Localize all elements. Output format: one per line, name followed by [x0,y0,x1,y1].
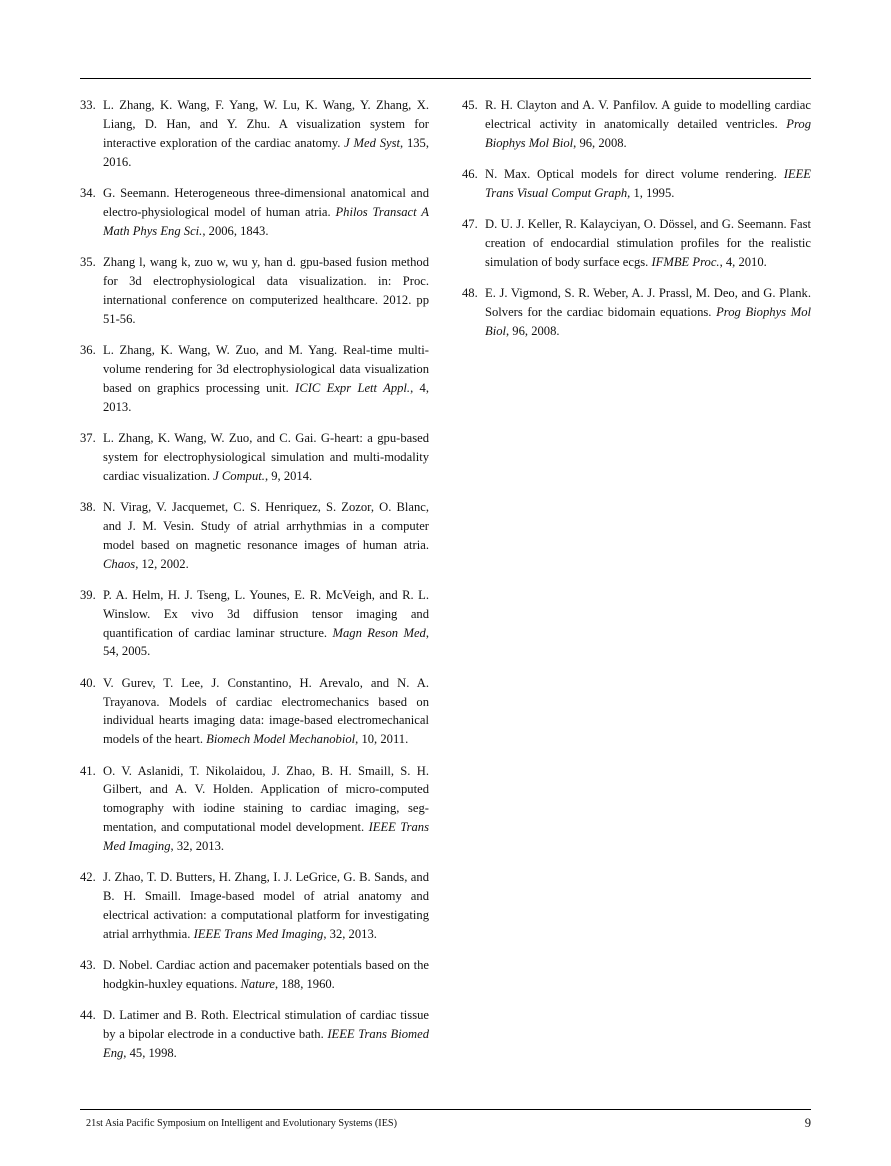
reference-number: 35. [80,254,96,269]
reference-details: , 10, 2011. [355,732,409,747]
reference-text: D. Latimer and B. Roth. Electrical stimulation of cardiac tissue by a bipolar electrode in a conductive bath. [103,1008,429,1042]
reference-details: , 12, 2002. [135,556,189,571]
reference-text: O. V. Aslanidi, T. Nikolaidou, J. Zhao, B. H. Smaill, S. H. Gilbert, and A. V. Holden. Application of micro-computed tomography with iodine staining to cardiac imaging, segmentation, and computational model development. [103,763,429,835]
header-rule [80,78,811,79]
reference-number: 43. [80,958,96,973]
reference-entry [80,498,429,574]
reference-text: P. A. Helm, H. J. Tseng, L. Younes, E. R. McVeigh, and R. L. Winslow. Ex vivo 3d diffusion tensor imaging and quantification of cardiac laminar structure. [103,587,429,640]
reference-text: D. Nobel. Cardiac action and pacemaker potentials based on the hodgkin-huxley equations. [103,958,429,992]
reference-venue: J Med Syst [344,135,401,150]
reference-number: 33. [80,98,96,112]
reference-venue: Chaos [103,556,136,571]
footer-rule [80,1109,811,1110]
reference-details: , 45, 1998. [123,1046,177,1061]
references-right-column [462,96,811,353]
reference-entry [80,253,429,329]
reference-number: 41. [80,763,96,778]
reference-venue: Prog Biophys Mol Biol [485,116,811,150]
reference-entry [80,586,429,662]
reference-number: 42. [80,870,96,885]
reference-venue: Biomech Model Mechanobiol [206,732,356,747]
reference-venue: Magn Reson Med [332,625,426,640]
reference-text: V. Gurev, T. Lee, J. Constantino, H. Arevalo, and N. A. Trayanova. Models of cardiac electromechanics based on individual hearts imaging data: image-based electromechanical models of the heart. [103,675,429,747]
reference-details: , 32, 2013. [170,839,225,854]
reference-venue: ICIC Expr Lett Appl. [295,380,411,395]
reference-entry [80,429,429,486]
reference-text: L. Zhang, K. Wang, W. Zuo, and M. Yang. Real-time multivolume rendering for 3d electrophysiological data visualization based on graphics processing unit. [103,342,429,395]
reference-venue: IFMBE Proc. [651,254,720,269]
reference-entry [462,284,811,341]
reference-venue: Nature [240,977,275,992]
reference-entry [462,96,811,153]
reference-entry [462,215,811,272]
references-left-column [80,96,429,1075]
reference-entry [80,1006,429,1063]
reference-venue: Philos Transact A Math Phys Eng Sci. [103,204,429,238]
reference-details: , 135, 2016. [103,135,429,169]
reference-entry [80,96,429,172]
reference-number: 46. [462,167,478,182]
reference-text: N. Virag, V. Jacquemet, C. S. Henriquez, S. Zozor, O. Blanc, and J. M. Vesin. Study of atrial arrhythmias in a computer model based on magnetic resonance images of human atria. [103,499,429,552]
reference-details: , 9, 2014. [264,468,313,483]
reference-number: 36. [80,342,96,357]
reference-number: 44. [80,1008,96,1023]
reference-entry [80,956,429,994]
reference-text: Zhang l, wang k, zuo w, wu y, han d. gpu-based fusion method for 3d electrophysiological data visualization. in: Proc. international conference on computerized healthcare. 2012. pp 51-56. [103,254,429,326]
reference-details: , 1, 1995. [627,185,675,200]
reference-entry [80,868,429,944]
reference-number: 40. [80,675,96,690]
reference-entry [462,165,811,203]
reference-details: , 32, 2013. [323,927,377,942]
reference-number: 48. [462,286,478,301]
reference-text: G. Seemann. Heterogeneous three-dimensional anatomical and electro-physiological model of human atria. [103,185,429,219]
reference-venue: J Comput. [213,468,265,483]
reference-number: 45. [462,98,478,112]
reference-text: J. Zhao, T. D. Butters, H. Zhang, I. J. LeGrice, G. B. Sands, and B. H. Smaill. Image-based model of atrial anatomy and electrical activation: a computational platform for investigating atrial arrhythmia. [103,870,429,942]
page-number: 9 [804,1116,811,1130]
reference-details: , 4, 2010. [719,254,767,269]
reference-number: 47. [462,217,478,232]
reference-entry [80,341,429,417]
reference-venue: IEEE Trans Biomed Eng [103,1027,430,1061]
reference-venue: IEEE Trans Med Imaging [193,927,324,942]
reference-text: E. J. Vigmond, S. R. Weber, A. J. Prassl, M. Deo, and G. Plank. Solvers for the cardiac bidomain equations. [485,286,811,320]
reference-details: , 96, 2008. [573,135,627,150]
reference-number: 38. [80,499,96,514]
reference-text: L. Zhang, K. Wang, F. Yang, W. Lu, K. Wang, Y. Zhang, X. Liang, D. Han, and Y. Zhu. A visualization system for interactive exploration of the cardiac anatomy. [103,98,429,150]
reference-text: R. H. Clayton and A. V. Panfilov. A guide to modelling cardiac electrical activity in anatomically detailed ventricles. [485,98,811,131]
reference-number: 39. [80,587,96,602]
reference-number: 37. [80,430,96,445]
reference-details: , 96, 2008. [506,323,560,338]
reference-entry [80,762,429,857]
reference-number: 34. [80,185,96,200]
footer-conference-name: 21st Asia Pacific Symposium on Intelligent and Evolutionary Systems (IES) [86,1118,397,1129]
reference-text: L. Zhang, K. Wang, W. Zuo, and C. Gai. G-heart: a gpu-based system for electrophysiological simulation and multi-modality cardiac visualization. [103,430,429,483]
reference-details: , 2006, 1843. [202,223,269,238]
reference-text: D. U. J. Keller, R. Kalayciyan, O. Dössel, and G. Seemann. Fast creation of endocardial stimulation profiles for the realistic simulation of body surface ecgs. [485,217,811,269]
reference-details: , 4, 2013. [103,380,429,414]
reference-venue: IEEE Trans Med Imaging [103,820,429,854]
reference-details: , 54, 2005. [103,625,429,659]
reference-venue: IEEE Trans Visual Comput Graph [485,167,811,200]
reference-entry [80,674,429,750]
reference-text: N. Max. Optical models for direct volume rendering. [485,167,784,182]
reference-details: , 188, 1960. [275,977,335,992]
reference-entry [80,184,429,241]
reference-venue: Prog Biophys Mol Biol [485,305,811,338]
